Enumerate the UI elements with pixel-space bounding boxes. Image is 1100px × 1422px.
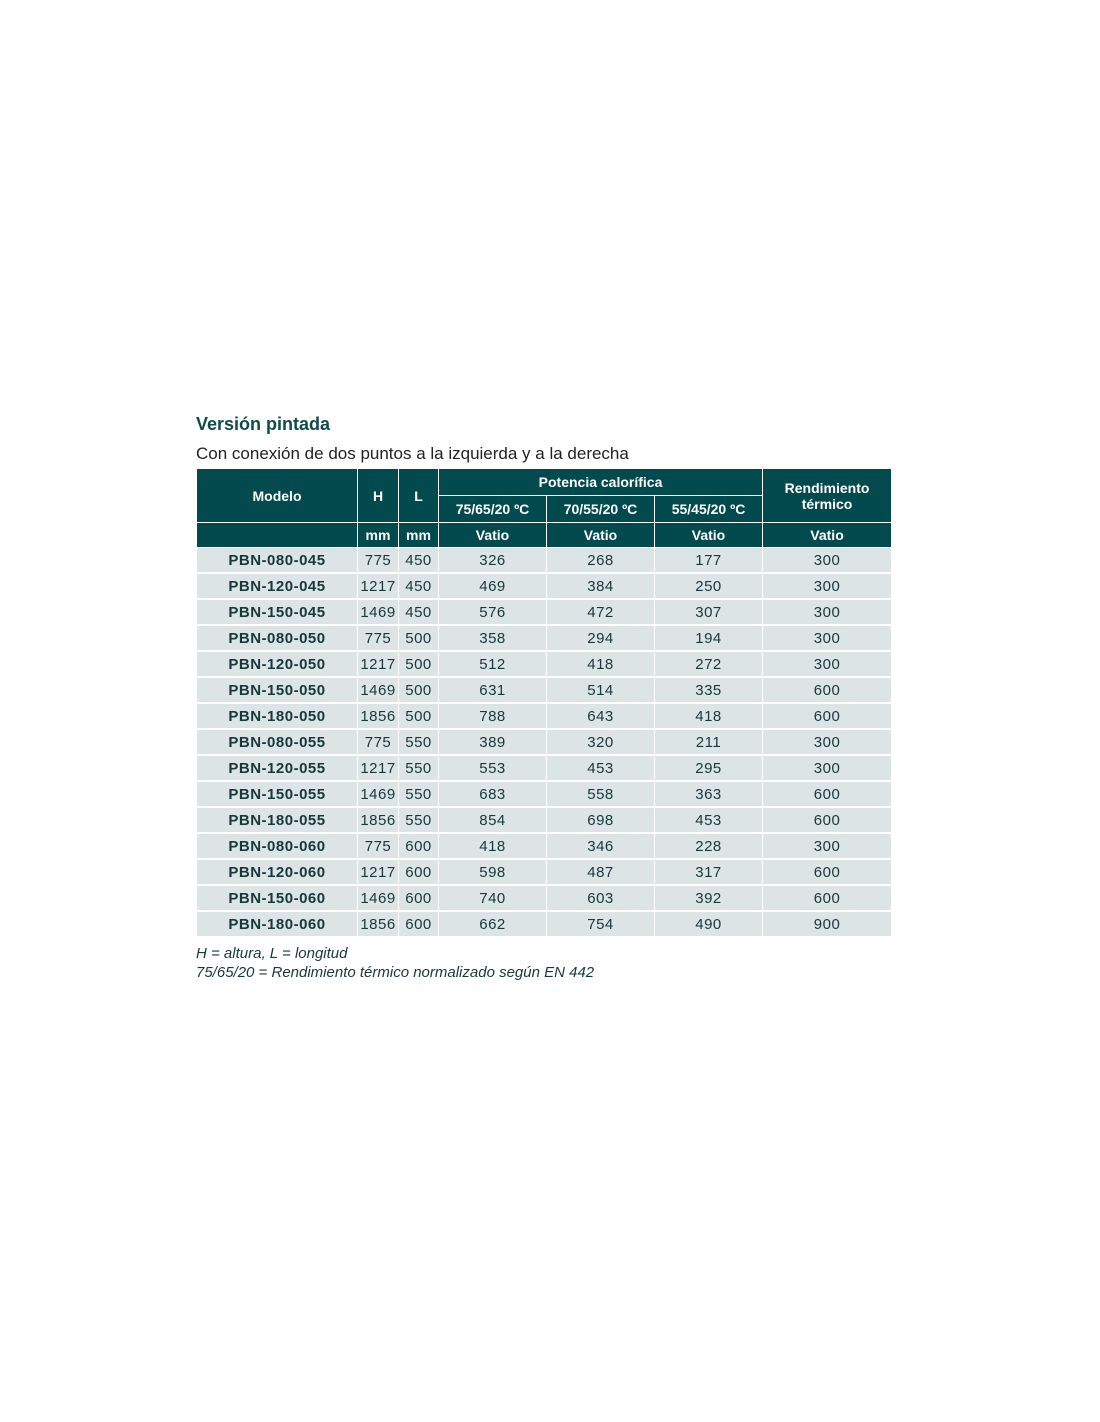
cell-75: 788 [439,703,547,729]
header-unit-l: mm [399,523,439,548]
cell-modelo: PBN-180-060 [197,911,358,937]
cell-h: 1856 [358,807,399,833]
table-row [197,703,892,729]
spec-table [196,468,892,938]
cell-h: 1856 [358,911,399,937]
cell-modelo: PBN-180-055 [197,807,358,833]
cell-rendimiento: 300 [763,548,892,574]
section-title: Versión pintada [196,414,331,434]
cell-rendimiento: 300 [763,651,892,677]
cell-70: 698 [547,807,655,833]
cell-h: 1217 [358,573,399,599]
cell-55: 317 [655,859,763,885]
table-row [197,859,892,885]
cell-l: 500 [399,651,439,677]
cell-rendimiento: 600 [763,885,892,911]
cell-75: 683 [439,781,547,807]
cell-l: 450 [399,599,439,625]
cell-rendimiento: 300 [763,833,892,859]
section-subtitle: Con conexión de dos puntos a la izquierda y a la derecha [196,444,629,463]
cell-modelo: PBN-080-055 [197,729,358,755]
cell-rendimiento: 300 [763,755,892,781]
header-unit-t2: Vatio [547,523,655,548]
cell-rendimiento: 600 [763,677,892,703]
cell-rendimiento: 600 [763,807,892,833]
spec-section [196,410,896,982]
cell-70: 320 [547,729,655,755]
table-row [197,651,892,677]
table-row [197,599,892,625]
cell-l: 500 [399,677,439,703]
cell-75: 740 [439,885,547,911]
table-row [197,807,892,833]
cell-h: 1217 [358,755,399,781]
header-unit-rendimiento: Vatio [763,523,892,548]
table-row [197,548,892,574]
cell-rendimiento: 300 [763,573,892,599]
cell-l: 450 [399,573,439,599]
cell-l: 450 [399,548,439,574]
header-temp-70: 70/55/20 ºC [547,496,655,523]
cell-h: 775 [358,729,399,755]
cell-h: 1469 [358,885,399,911]
note-standard: 75/65/20 = Rendimiento térmico normalizado según EN 442 [196,964,595,981]
cell-modelo: PBN-080-050 [197,625,358,651]
header-unit-modelo [197,523,358,548]
header-temp-55: 55/45/20 ºC [655,496,763,523]
cell-70: 754 [547,911,655,937]
cell-70: 418 [547,651,655,677]
table-notes [196,944,896,982]
cell-l: 600 [399,859,439,885]
header-h: H [358,469,399,523]
header-unit-t1: Vatio [439,523,547,548]
cell-rendimiento: 300 [763,729,892,755]
cell-75: 631 [439,677,547,703]
table-row [197,781,892,807]
header-l: L [399,469,439,523]
cell-75: 598 [439,859,547,885]
cell-l: 600 [399,911,439,937]
cell-rendimiento: 600 [763,859,892,885]
cell-h: 775 [358,625,399,651]
cell-70: 643 [547,703,655,729]
cell-55: 295 [655,755,763,781]
cell-modelo: PBN-080-060 [197,833,358,859]
cell-h: 1469 [358,677,399,703]
header-temp-75: 75/65/20 ºC [439,496,547,523]
cell-55: 250 [655,573,763,599]
cell-rendimiento: 600 [763,703,892,729]
cell-h: 1217 [358,651,399,677]
cell-modelo: PBN-150-060 [197,885,358,911]
cell-75: 326 [439,548,547,574]
cell-75: 512 [439,651,547,677]
cell-55: 194 [655,625,763,651]
cell-70: 294 [547,625,655,651]
table-row [197,911,892,937]
table-row [197,677,892,703]
cell-modelo: PBN-150-055 [197,781,358,807]
cell-55: 418 [655,703,763,729]
cell-rendimiento: 300 [763,625,892,651]
cell-75: 389 [439,729,547,755]
header-unit-t3: Vatio [655,523,763,548]
cell-75: 358 [439,625,547,651]
cell-l: 550 [399,755,439,781]
cell-h: 1856 [358,703,399,729]
cell-70: 487 [547,859,655,885]
cell-h: 1217 [358,859,399,885]
cell-l: 600 [399,885,439,911]
cell-70: 268 [547,548,655,574]
cell-l: 550 [399,729,439,755]
cell-modelo: PBN-120-055 [197,755,358,781]
table-row [197,729,892,755]
cell-75: 662 [439,911,547,937]
cell-h: 1469 [358,599,399,625]
table-row [197,833,892,859]
table-row [197,573,892,599]
cell-55: 453 [655,807,763,833]
cell-rendimiento: 600 [763,781,892,807]
cell-55: 211 [655,729,763,755]
cell-modelo: PBN-080-045 [197,548,358,574]
cell-55: 335 [655,677,763,703]
cell-55: 490 [655,911,763,937]
cell-55: 363 [655,781,763,807]
cell-rendimiento: 900 [763,911,892,937]
cell-modelo: PBN-120-045 [197,573,358,599]
table-row [197,625,892,651]
cell-modelo: PBN-120-050 [197,651,358,677]
cell-modelo: PBN-120-060 [197,859,358,885]
table-row [197,755,892,781]
cell-l: 500 [399,703,439,729]
cell-55: 272 [655,651,763,677]
cell-70: 558 [547,781,655,807]
cell-70: 453 [547,755,655,781]
cell-modelo: PBN-150-045 [197,599,358,625]
note-dimensions: H = altura, L = longitud [196,945,348,962]
header-unit-h: mm [358,523,399,548]
table-row [197,885,892,911]
header-modelo: Modelo [197,469,358,523]
cell-70: 603 [547,885,655,911]
header-rendimiento: Rendimiento térmico [763,469,892,523]
cell-75: 418 [439,833,547,859]
cell-h: 775 [358,548,399,574]
cell-75: 854 [439,807,547,833]
cell-55: 228 [655,833,763,859]
cell-l: 550 [399,781,439,807]
cell-75: 553 [439,755,547,781]
table-body [197,548,892,938]
cell-70: 472 [547,599,655,625]
cell-modelo: PBN-150-050 [197,677,358,703]
cell-75: 469 [439,573,547,599]
cell-l: 600 [399,833,439,859]
cell-h: 1469 [358,781,399,807]
cell-70: 384 [547,573,655,599]
cell-70: 514 [547,677,655,703]
cell-l: 500 [399,625,439,651]
cell-l: 550 [399,807,439,833]
cell-75: 576 [439,599,547,625]
cell-55: 177 [655,548,763,574]
cell-modelo: PBN-180-050 [197,703,358,729]
cell-70: 346 [547,833,655,859]
cell-55: 307 [655,599,763,625]
cell-h: 775 [358,833,399,859]
cell-55: 392 [655,885,763,911]
cell-rendimiento: 300 [763,599,892,625]
header-potencia: Potencia calorífica [439,469,763,496]
